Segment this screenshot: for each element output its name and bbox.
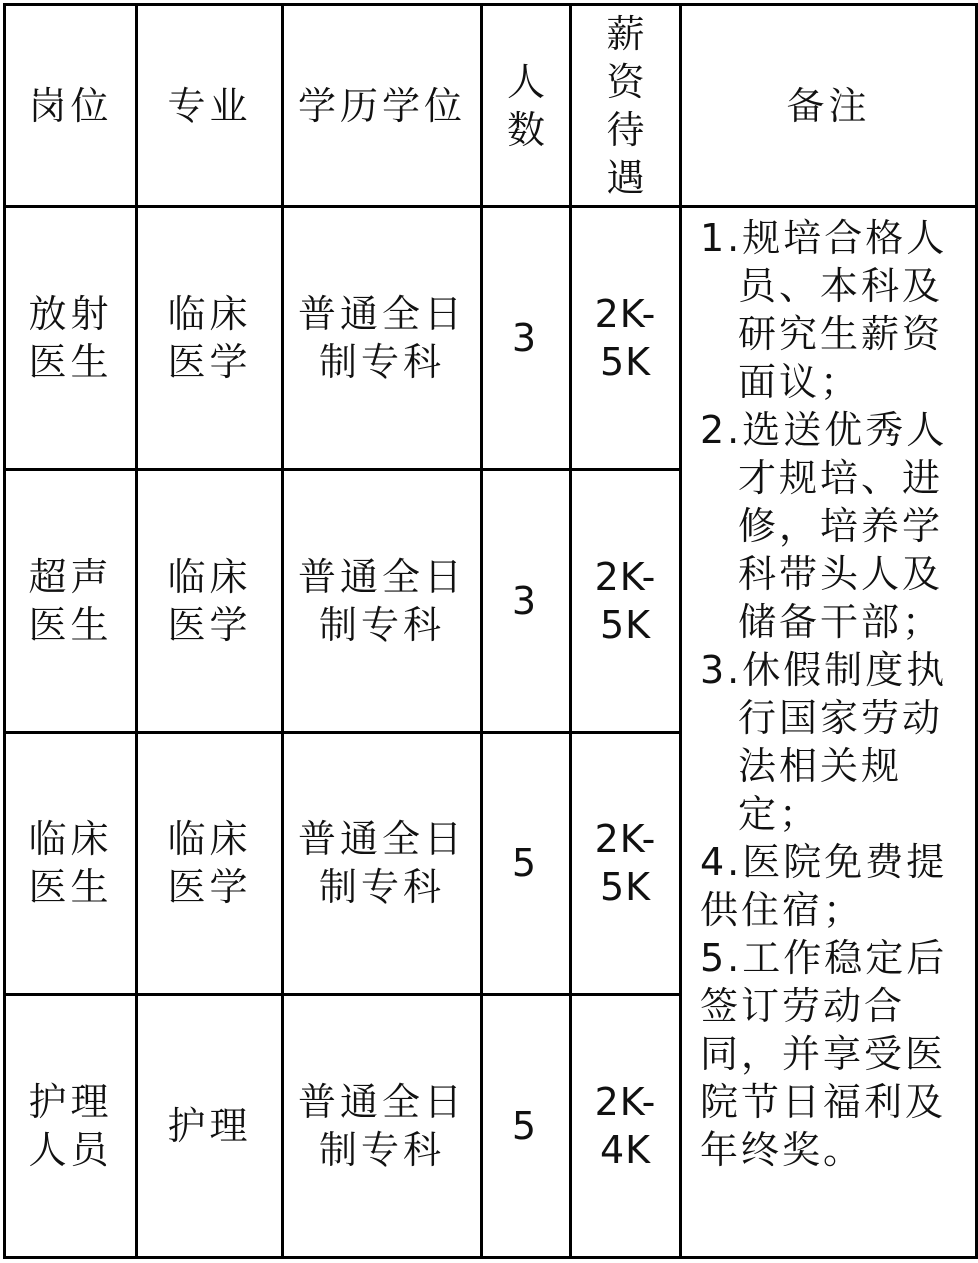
cell-education: 普通全日制专科: [283, 995, 482, 1258]
header-notes: 备注: [681, 5, 977, 207]
note-item: 5.工作稳定后签订劳动合同，并享受医院节日福利及年终奖。: [700, 936, 948, 1173]
cell-major: 临床医学: [137, 469, 283, 732]
cell-education: 普通全日制专科: [283, 207, 482, 470]
cell-post: 临床医生: [5, 732, 137, 995]
table-row: [5, 207, 977, 470]
cell-major: 护理: [137, 995, 283, 1258]
note-item: 2.选送优秀人才规培、进修，培养学科带头人及储备干部；: [700, 408, 948, 645]
header-salary: 薪资待遇: [571, 5, 681, 207]
header-post: 岗位: [5, 5, 137, 207]
note-item: 4.医院免费提供住宿；: [700, 840, 948, 933]
cell-post: 放射医生: [5, 207, 137, 470]
cell-count: 3: [482, 469, 571, 732]
header-education: 学历学位: [283, 5, 482, 207]
header-major: 专业: [137, 5, 283, 207]
cell-salary: 2K-4K: [571, 995, 681, 1258]
cell-salary: 2K-5K: [571, 207, 681, 470]
cell-salary: 2K-5K: [571, 469, 681, 732]
note-item: 3.休假制度执行国家劳动法相关规定；: [700, 648, 948, 837]
note-item: 1.规培合格人员、本科及研究生薪资面议；: [700, 216, 948, 405]
cell-major: 临床医学: [137, 732, 283, 995]
cell-count: 5: [482, 995, 571, 1258]
cell-post: 护理人员: [5, 995, 137, 1258]
cell-count: 5: [482, 732, 571, 995]
header-count: 人数: [482, 5, 571, 207]
cell-education: 普通全日制专科: [283, 732, 482, 995]
cell-count: 3: [482, 207, 571, 470]
cell-post: 超声医生: [5, 469, 137, 732]
cell-education: 普通全日制专科: [283, 469, 482, 732]
cell-major: 临床医学: [137, 207, 283, 470]
recruitment-table: [3, 3, 978, 1259]
cell-salary: 2K-5K: [571, 732, 681, 995]
header-row: [5, 5, 977, 207]
notes-cell: [681, 207, 977, 1258]
